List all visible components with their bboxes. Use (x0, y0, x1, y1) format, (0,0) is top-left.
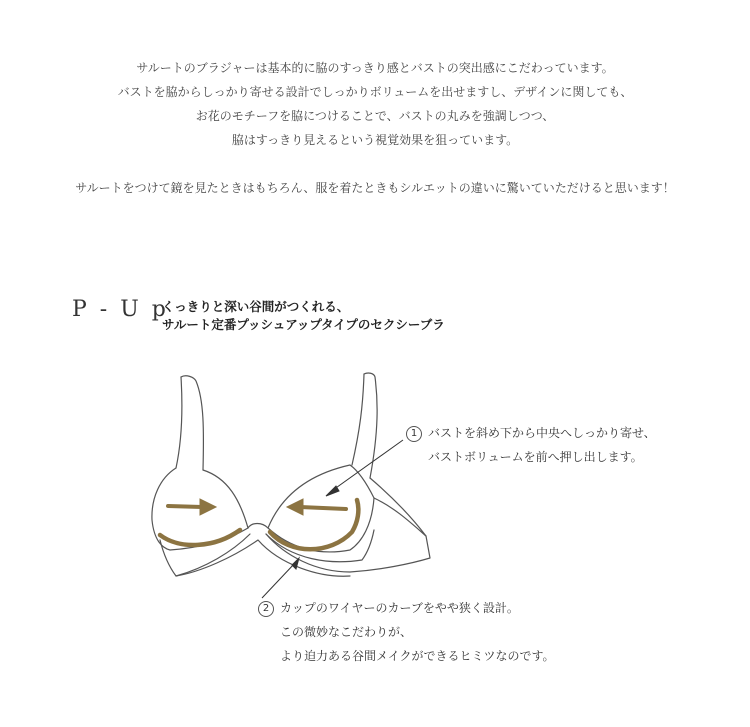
pup-title: P - U p (72, 297, 169, 322)
left-wire-curve (160, 530, 240, 545)
intro-line: お花のモチーフを脇につけることで、バストの丸みを強調しつつ、 (195, 109, 555, 123)
note-line: この微妙なこだわりが、 (280, 625, 413, 639)
right-wing (370, 478, 426, 536)
band-right-inner (266, 530, 374, 562)
callout-2 (262, 558, 299, 598)
headline-line: くっきりと深い谷間がつくれる、 (162, 299, 350, 314)
note-1 (406, 421, 656, 469)
left-strap-inner (176, 377, 182, 468)
left-strap (181, 376, 203, 470)
note-line: バストを斜め下から中央へしっかり寄せ、 (428, 426, 656, 440)
intro-line: バストを脇からしっかり寄せる設計でしっかりボリュームを出せますし、デザインに関しても、 (117, 85, 633, 99)
intro-line: サルートのブラジャーは基本的に脇のすっきり感とバストの突出感にこだわっています。 (136, 61, 614, 75)
note-number: 1 (406, 426, 422, 442)
note-line: バストボリュームを前へ押し出します。 (428, 450, 643, 464)
intro-closing: サルートをつけて鏡を見たときはもちろん、服を着たときもシルエットの違いに驚いていただけると思います！ (75, 181, 675, 195)
note-2 (258, 596, 555, 668)
intro-line: 脇はすっきり見えるという視覚効果を狙っています。 (231, 133, 519, 147)
right-strap (364, 373, 377, 478)
center-gore (248, 524, 268, 529)
left-arrow (168, 499, 216, 515)
note-line: カップのワイヤーのカーブをやや狭く設計。 (280, 601, 519, 615)
right-arrow (287, 499, 346, 515)
right-strap-inner (352, 374, 364, 465)
note-number: 2 (258, 601, 274, 617)
headline-line: サルート定番プッシュアップタイプのセクシーブラ (162, 317, 445, 332)
note-line: より迫力ある谷間メイクができるヒミツなのです。 (280, 649, 555, 663)
